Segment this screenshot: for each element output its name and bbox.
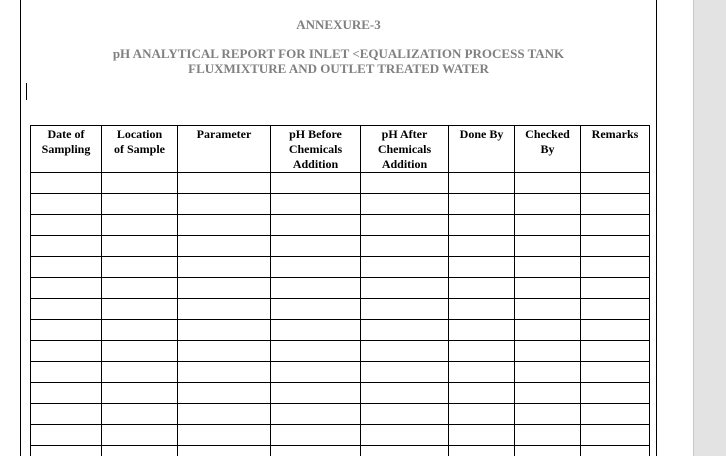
table-cell[interactable] <box>515 278 581 299</box>
table-cell[interactable] <box>178 299 271 320</box>
table-cell[interactable] <box>449 362 515 383</box>
table-cell[interactable] <box>581 383 650 404</box>
table-cell[interactable] <box>581 425 650 446</box>
table-cell[interactable] <box>581 341 650 362</box>
table-cell[interactable] <box>449 446 515 456</box>
table-cell[interactable] <box>361 320 449 341</box>
table-cell[interactable] <box>361 425 449 446</box>
table-cell[interactable] <box>102 446 178 456</box>
table-cell[interactable] <box>178 320 271 341</box>
table-cell[interactable] <box>449 383 515 404</box>
table-cell[interactable] <box>31 320 102 341</box>
table-cell[interactable] <box>581 278 650 299</box>
table-cell[interactable] <box>361 383 449 404</box>
table-cell[interactable] <box>271 320 361 341</box>
table-cell[interactable] <box>515 341 581 362</box>
table-cell[interactable] <box>31 236 102 257</box>
table-row <box>31 383 650 404</box>
table-cell[interactable] <box>178 278 271 299</box>
report-title-line2: FLUXMIXTURE AND OUTLET TREATED WATER <box>188 61 489 76</box>
table-cell[interactable] <box>31 425 102 446</box>
table-cell[interactable] <box>361 341 449 362</box>
table-cell[interactable] <box>515 236 581 257</box>
table-cell[interactable] <box>31 341 102 362</box>
table-row <box>31 446 650 456</box>
table-cell[interactable] <box>361 446 449 456</box>
table-cell[interactable] <box>449 194 515 215</box>
table-cell[interactable] <box>102 299 178 320</box>
table-cell[interactable] <box>31 278 102 299</box>
table-cell[interactable] <box>361 257 449 278</box>
workspace-margin <box>693 0 726 456</box>
table-cell[interactable] <box>449 425 515 446</box>
table-cell[interactable] <box>361 299 449 320</box>
table-row <box>31 341 650 362</box>
table-cell[interactable] <box>271 404 361 425</box>
table-cell[interactable] <box>102 341 178 362</box>
table-cell[interactable] <box>102 215 178 236</box>
table-cell[interactable] <box>515 404 581 425</box>
table-cell[interactable] <box>581 194 650 215</box>
annexure-label: ANNEXURE-3 <box>296 17 381 32</box>
table-cell[interactable] <box>449 299 515 320</box>
header-date-of-sampling: Date of Sampling <box>31 126 102 173</box>
table-cell[interactable] <box>581 236 650 257</box>
table-cell[interactable] <box>271 362 361 383</box>
table-row <box>31 215 650 236</box>
table-cell[interactable] <box>581 404 650 425</box>
table-body <box>31 173 650 456</box>
table-cell[interactable] <box>31 194 102 215</box>
header-location-of-sample: Location of Sample <box>102 126 178 173</box>
table-cell[interactable] <box>178 446 271 456</box>
table-cell[interactable] <box>178 341 271 362</box>
table-cell[interactable] <box>178 362 271 383</box>
table-cell[interactable] <box>271 341 361 362</box>
report-title-line1: pH ANALYTICAL REPORT FOR INLET <EQUALIZATION PROCESS TANK <box>112 46 565 61</box>
header-ph-after: pH After Chemicals Addition <box>361 126 449 173</box>
table-cell[interactable] <box>271 257 361 278</box>
table-cell[interactable] <box>178 215 271 236</box>
table-cell[interactable] <box>102 383 178 404</box>
table-cell[interactable] <box>102 173 178 194</box>
table-row <box>31 404 650 425</box>
table-row <box>31 257 650 278</box>
table-cell[interactable] <box>361 362 449 383</box>
table-cell[interactable] <box>178 257 271 278</box>
header-parameter: Parameter <box>178 126 271 173</box>
table-cell[interactable] <box>515 383 581 404</box>
ph-report-table <box>30 125 650 456</box>
table-cell[interactable] <box>102 236 178 257</box>
table-cell[interactable] <box>271 236 361 257</box>
table-row <box>31 425 650 446</box>
table-cell[interactable] <box>449 215 515 236</box>
table-cell[interactable] <box>271 383 361 404</box>
table-cell[interactable] <box>178 173 271 194</box>
table-cell[interactable] <box>449 236 515 257</box>
table-cell[interactable] <box>102 320 178 341</box>
header-ph-before: pH Before Chemicals Addition <box>271 126 361 173</box>
table-cell[interactable] <box>449 341 515 362</box>
table-cell[interactable] <box>102 257 178 278</box>
table-row <box>31 362 650 383</box>
table-cell[interactable] <box>515 425 581 446</box>
table-cell[interactable] <box>515 299 581 320</box>
table-cell[interactable] <box>271 278 361 299</box>
table-cell[interactable] <box>449 257 515 278</box>
table-cell[interactable] <box>581 173 650 194</box>
table-cell[interactable] <box>581 215 650 236</box>
table-cell[interactable] <box>178 194 271 215</box>
header-remarks: Remarks <box>581 126 650 173</box>
table-row <box>31 320 650 341</box>
report-title <box>0 46 677 76</box>
table-cell[interactable] <box>581 446 650 456</box>
table-cell[interactable] <box>102 425 178 446</box>
table-cell[interactable] <box>581 362 650 383</box>
table-cell[interactable] <box>31 173 102 194</box>
table-cell[interactable] <box>515 173 581 194</box>
table-cell[interactable] <box>271 446 361 456</box>
table-cell[interactable] <box>31 446 102 456</box>
table-cell[interactable] <box>361 236 449 257</box>
text-cursor <box>26 83 27 100</box>
table-cell[interactable] <box>102 404 178 425</box>
table-cell[interactable] <box>581 320 650 341</box>
table-cell[interactable] <box>515 215 581 236</box>
table-cell[interactable] <box>271 299 361 320</box>
table-cell[interactable] <box>515 446 581 456</box>
table-cell[interactable] <box>178 404 271 425</box>
table-cell[interactable] <box>271 173 361 194</box>
table-row <box>31 173 650 194</box>
table-cell[interactable] <box>31 215 102 236</box>
table-cell[interactable] <box>361 404 449 425</box>
table-cell[interactable] <box>515 257 581 278</box>
table-cell[interactable] <box>31 257 102 278</box>
table-row <box>31 236 650 257</box>
table-cell[interactable] <box>449 404 515 425</box>
table-cell[interactable] <box>449 173 515 194</box>
header-done-by: Done By <box>449 126 515 173</box>
table-cell[interactable] <box>31 383 102 404</box>
table-cell[interactable] <box>581 257 650 278</box>
table-cell[interactable] <box>271 425 361 446</box>
table-cell[interactable] <box>102 278 178 299</box>
table-cell[interactable] <box>581 299 650 320</box>
table-cell[interactable] <box>178 236 271 257</box>
table-cell[interactable] <box>31 404 102 425</box>
table-cell[interactable] <box>31 362 102 383</box>
table-cell[interactable] <box>515 362 581 383</box>
table-cell[interactable] <box>31 299 102 320</box>
table-cell[interactable] <box>361 194 449 215</box>
table-row <box>31 299 650 320</box>
table-cell[interactable] <box>515 320 581 341</box>
table-cell[interactable] <box>449 320 515 341</box>
table-cell[interactable] <box>178 383 271 404</box>
table-cell[interactable] <box>271 215 361 236</box>
table-header-row <box>31 126 650 173</box>
table-cell[interactable] <box>449 278 515 299</box>
table-cell[interactable] <box>361 215 449 236</box>
table-cell[interactable] <box>178 425 271 446</box>
header-checked-by: Checked By <box>515 126 581 173</box>
table-cell[interactable] <box>102 194 178 215</box>
table-cell[interactable] <box>361 278 449 299</box>
table-cell[interactable] <box>515 194 581 215</box>
table-row <box>31 194 650 215</box>
table-cell[interactable] <box>271 194 361 215</box>
table-cell[interactable] <box>361 173 449 194</box>
table-cell[interactable] <box>102 362 178 383</box>
table-row <box>31 278 650 299</box>
